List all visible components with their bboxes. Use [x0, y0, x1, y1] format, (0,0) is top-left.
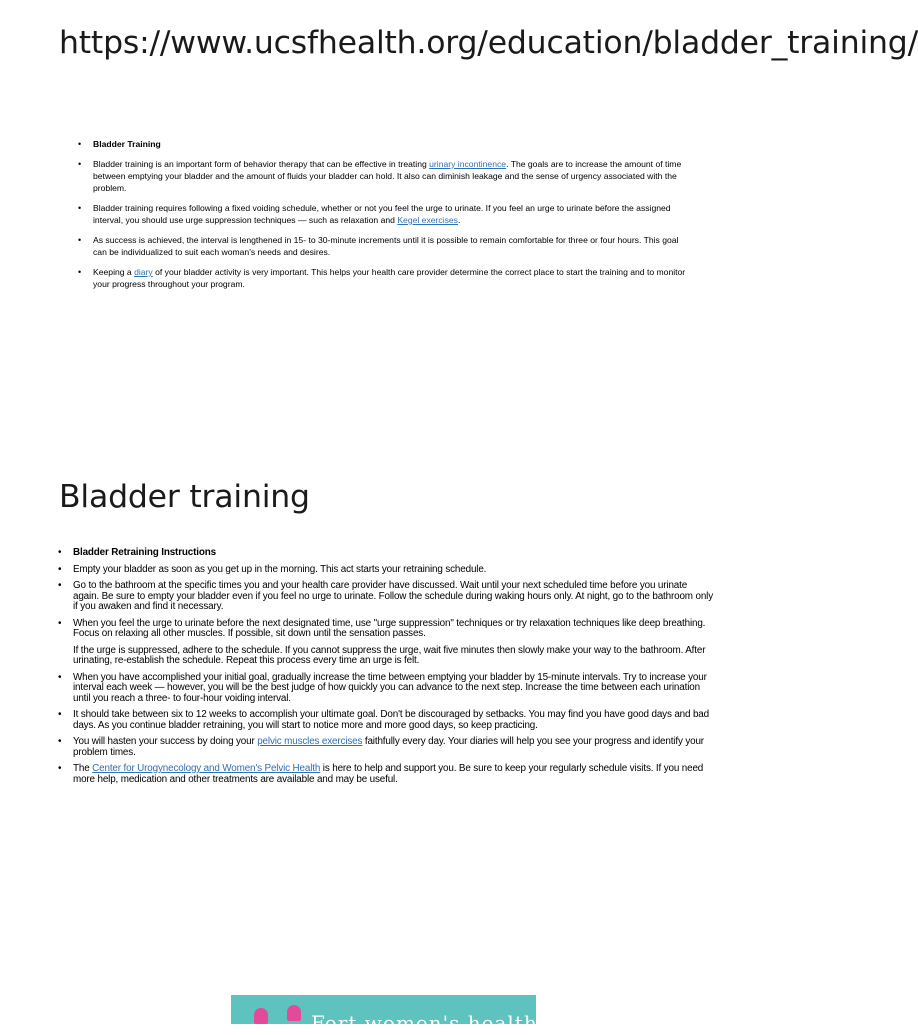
- pelvic-muscles-exercises-link[interactable]: pelvic muscles exercises: [257, 736, 363, 747]
- diary-link[interactable]: diary: [134, 267, 153, 277]
- list-item-text: Empty your bladder as soon as you get up in the morning. This act starts your retraining schedule.: [73, 563, 487, 575]
- list-item: [93, 158, 693, 194]
- list-item-text: It should take between six to 12 weeks to accomplish your ultimate goal. Don't be discouraged by setbacks. You may find you have good days and bad days. As you continue bladder retraining, you will start to notice more and more good days, so keep practicing.: [73, 709, 709, 731]
- list-item-text: When you have accomplished your initial goal, gradually increase the time between emptying your bladder by 15-minute intervals. Try to increase your interval each week — however, you will be the best judge of how quickly you can advance to the next step. Increase the time between each urination until you reach a three- to four-hour voiding interval.: [73, 671, 707, 704]
- list-item-text: As success is achieved, the interval is lengthened in 15- to 30-minute increments until it is possible to remain comfortable for three or four hours. This goal can be individualized to suit each woman's needs and desires.: [93, 235, 679, 257]
- list-item-text: When you feel the urge to urinate before the next designated time, use "urge suppression" techniques or try relaxation techniques like deep breathing. Focus on relaxing all other muscles. If possible, sit down until the sensation passes.: [73, 617, 706, 639]
- list-item-text: Bladder training is an important form of behavior therapy that can be effective in treating: [93, 159, 430, 169]
- slide-1: [0, 0, 918, 440]
- list-item-text: Bladder training requires following a fixed voiding schedule, whether or not you feel the urge to urinate. If you feel an urge to urinate before the assigned interval, you should use urge suppression techniques — such as relaxation and: [93, 203, 671, 225]
- list-item-heading: Bladder Training: [93, 139, 161, 149]
- list-item-text: Keeping a: [93, 267, 135, 277]
- list-item: [73, 764, 713, 785]
- list-item: [93, 266, 693, 290]
- list-item: [93, 138, 693, 150]
- promo-banner-image: [231, 995, 538, 1035]
- urogynecology-center-link[interactable]: Center for Urogynecology and Women's Pelvic Health: [92, 763, 321, 774]
- list-item: [73, 710, 713, 731]
- list-item: [73, 619, 713, 640]
- slide-2-title: Bladder training: [59, 479, 310, 515]
- list-item-text: is here to help and support you. Be sure to keep your regularly schedule visits. If you need more help, medication and other treatments are available and may be useful.: [73, 763, 704, 785]
- slide-1-title: https://www.ucsfhealth.org/education/bladder_training/: [59, 25, 918, 61]
- list-item: [73, 673, 713, 705]
- list-item-text: .: [457, 215, 461, 225]
- list-item-text: faithfully every day. Your diaries will help you see your progress and identify your problem times.: [73, 736, 704, 758]
- promo-banner-text: Fort women's health: [311, 1011, 538, 1035]
- list-item-text: . The goals are to increase the amount of time between emptying your bladder and the amount of fluids your bladder can hold. It also can diminish leakage and the sense of urgency associated with the problem.: [93, 159, 682, 193]
- slide-2-bullet-list: [73, 548, 713, 791]
- slide-2: [0, 462, 768, 962]
- urinary-incontinence-link[interactable]: urinary incontinence: [429, 159, 507, 169]
- list-item: [73, 565, 713, 576]
- list-item: [93, 234, 693, 258]
- list-item: [73, 737, 713, 758]
- list-item: [73, 548, 713, 559]
- list-item: [93, 202, 693, 226]
- list-item-text: You will hasten your success by doing your: [73, 736, 258, 747]
- list-item-text: of your bladder activity is very important. This helps your health care provider determine the correct place to start the training and to monitor your progress throughout your program.: [93, 267, 686, 289]
- figure-icon: [287, 1005, 301, 1021]
- list-item-text: Go to the bathroom at the specific times you and your health care provider have discussed. Wait until your next scheduled time before you urinate again. Be sure to empty your bladder even if you feel no urge to urinate. Follow the schedule during waking hours only. At night, go to the bathroom only if you awaken and find it necessary.: [73, 580, 713, 612]
- list-item-text: If the urge is suppressed, adhere to the schedule. If you cannot suppress the urge, wait five minutes then slowly make your way to the bathroom. After urinating, re-establish the schedule. Repeat this process every time an urge is felt.: [73, 644, 706, 666]
- list-item-text: The: [73, 763, 93, 774]
- slide-1-bullet-list: [93, 138, 693, 298]
- figure-icon: [254, 1008, 268, 1024]
- kegel-exercises-link[interactable]: Kegel exercises: [397, 215, 458, 225]
- list-item-heading: Bladder Retraining Instructions: [73, 547, 216, 558]
- list-item: [73, 581, 713, 613]
- list-item-continuation: [73, 646, 713, 667]
